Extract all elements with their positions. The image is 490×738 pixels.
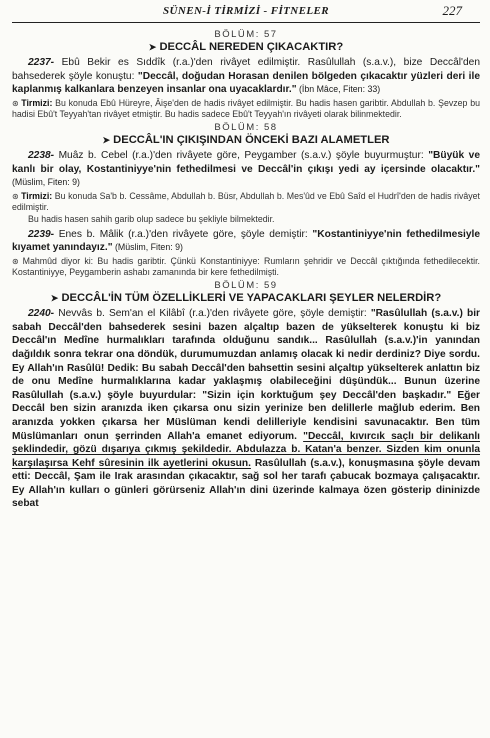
book-title: SÜNEN-İ TİRMİZİ - FİTNELER <box>163 5 329 17</box>
section-59 <box>12 280 480 511</box>
hadith-quote: "Büyük ve kanlı bir olay, Kostantiniyye'nin fethedilmesi ve Deccâl'in çıkışı yedi ay içersinde olacaktır." <box>12 150 480 175</box>
target-bullet-icon: ⊛ <box>12 256 23 266</box>
hadith-number: 2239- <box>28 228 55 240</box>
hadith-paragraph: 2237- Ebû Bekir es Sıddîk (r.a.)'den rivâyet edilmiştir. Rasûlullah (s.a.v.), bize Deccâl'den bahsederek şöyle konuştu: "Deccâl, doğudan Horasan denilen bölgeden çıkacaktır yüzleri deri ile kaplanmış kalkanlara benzeyen insanlar ona uyacaklardır." (İbn Mâce, Fiten: 33) <box>12 57 480 96</box>
section-label: BÖLÜM: 59 <box>214 280 278 292</box>
hadith-quote: "Deccâl, doğudan Horasan denilen bölgeden çıkacaktır yüzleri deri ile kaplanmış kalkanlara benzeyen insanlar ona uyacaklardır." <box>12 70 480 96</box>
section-heading: ➤ DECCÂL NEREDEN ÇIKACAKTIR? <box>148 41 344 53</box>
underlined-quote: "Deccâl, kıvırcık saçlı bir delikanlı şeklindedir, gözü dışarıya çıkmış şekildedir. Abdulazza b. Katan'a benzer. Sizden kim onunla karşılaşırsa Kehf sûresinin ilk ayetlerini okusun. <box>12 430 480 469</box>
section-57 <box>12 29 480 120</box>
section-heading: ➤ DECCÂL'İN TÜM ÖZELLİKLERİ VE YAPACAKLARI ŞEYLER NELERDİR? <box>50 292 442 305</box>
commentary-note: ⊛ Tirmizi: Bu konuda Ebû Hüreyre, Âişe'den de hadis rivâyet edilmiştir. Bu hadis hasen garibtir. Abdullah b. Şevzep bu hadisi Ebû't Teyyah'tan rivâyet etmiştir. Bu hadis sadece Ebû't Teyyah'ın rivâyeti olarak bilinmektedir. <box>12 97 480 119</box>
hadith-paragraph: 2240- Nevvâs b. Sem'an el Kilâbî (r.a.)'den rivâyete göre, şöyle demiştir: "Rasûlullah (s.a.v.) bir sabah Deccâl'den bahsederek sesini bazen alçaltıp bazen de yükselterek konuştu ki biz Deccâl'ın Medîne hurmalıkları tarafında olduğunu sandık... Rasûlullah (s.a.v.)'in yanından dağıldık sonra tekrar ona döndük, durumumuzdan anlamış olacak ki nedir derdiniz? Diye sordu. Ey Allah'ın Rasûlü! Dedik: Bu sabah Deccâl'den bahsettin sesini alçaltıp yükselterek anlattın biz de onu Medîne hurmalıklarına kadar yaklaşmış olabileceğini düşündük... Bunun üzerine Rasûlullah (s.a.v.) şöyle buyurdular: "Sizin için korktuğum şey Deccâl'den başkadır." Eğer Deccâl ben sizin aranızda iken çıkarsa onu sizin yerinize ben delillerle mağlub ederim. Ben aranızda yokken çıkarsa her Müslüman kendi delilleriyle kendisini savunacaktır. Ben tüm Müslümanları onun şerrinden Allah'a emanet ediyorum. "Deccâl, kıvırcık saçlı bir delikanlı şeklindedir, gözü dışarıya çıkmış şekildedir. Abdulazza b. Katan'a benzer. Sizden kim onunla karşılaşırsa Kehf sûresinin ilk ayetlerini okusun. Rasûlullah (s.a.v.), konuşmasına şöyle devam etti: Deccâl, Şam ile Irak arasından çıkacaktır, sağ sol her tarafı çabucak bozmaya çalışacaktır. Ey Allah'ın kulları o günleri görürseniz Allah'ın dini üzerinde kalmaya özen gösterip dininizde sebat <box>12 308 481 510</box>
section-label: BÖLÜM: 58 <box>214 122 278 134</box>
hadith-number: 2237- <box>28 57 55 68</box>
target-bullet-icon: ⊛ <box>12 98 22 108</box>
hadith-paragraph: 2239- Enes b. Mâlik (r.a.)'den rivâyete göre, şöyle demiştir: "Kostantiniyye'nin fethedilmesiyle kıyamet yanındayız." (Müslim, Fiten: 9) <box>12 228 480 254</box>
hadith-reference: (Müslim, Fiten: 9) <box>112 242 183 253</box>
hadith-paragraph: 2238- Muâz b. Cebel (r.a.)'den rivâyete göre, Peygamber (s.a.v.) şöyle buyurmuştur: "Büyük ve kanlı bir olay, Kostantiniyye'nin fethedilmesi ve Deccâl'in çıkışı yedi ay içersinde olacaktır." (Müslim, Fiten: 9) <box>12 150 480 188</box>
target-bullet-icon: ⊛ <box>12 191 22 201</box>
commentary-note: ⊛ Tirmizi: Bu konuda Sa'b b. Cessâme, Abdullah b. Büsr, Abdullah b. Mes'ûd ve Ebû Saîd el Hudrî'den de hadis rivâyet edilmiştir. <box>12 190 480 213</box>
hadith-quote: "Rasûlullah (s.a.v.) bir sabah Deccâl'den bahsederek sesini bazen alçaltıp bazen de yükselterek konuştu ki biz Deccâl'ın Medîne hurmalıkları tarafında olduğunu sandık... Rasûlullah (s.a.v.)'in yanından dağıldık sonra tekrar ona döndük, durumumuzdan anlamış olacak ki nedir derdiniz? Diye sordu. Ey Allah'ın Rasûlü! Dedik: Bu sabah Deccâl'den bahsettin sesini alçaltıp yükselterek anlattın biz de onu Medîne hurmalıklarına kadar yaklaşmış olabileceğini düşündük... Bunun üzerine Rasûlullah (s.a.v.) şöyle buyurdular: "Sizin için korktuğum şey Deccâl'den başkadır." Eğer Deccâl ben sizin aranızda iken çıkarsa onu sizin yerinize ben delillerle mağlub ederim. Ben aranızda yokken çıkarsa her Müslüman kendi delilleriyle kendisini savunacaktır. Ben tüm Müslümanları onun şerrinden Allah'a emanet ediyorum. <box>12 308 480 442</box>
hadith-quote: "Kostantiniyye'nin fethedilmesiyle kıyamet yanındayız." <box>12 228 480 254</box>
running-header <box>12 0 480 23</box>
commentary-note-continued: Bu hadis hasen sahih garib olup sadece bu şekliyle bilmektedir. <box>28 214 275 225</box>
triangle-right-icon: ➤ <box>148 42 157 52</box>
commentary-note: ⊛ Mahmûd diyor ki: Bu hadis garibtir. Çünkü Konstantiniyye: Rumların şehridir ve Deccâl çıktığında fethedilecektir. Kostantiniyye, Peygamberin ashabı zamanında bir kere fethedilmişti. <box>12 255 480 277</box>
hadith-reference: (İbn Mâce, Fiten: 33) <box>296 84 381 95</box>
page-number: 227 <box>442 3 462 18</box>
hadith-reference: (Müslim, Fiten: 9) <box>12 177 80 188</box>
triangle-right-icon: ➤ <box>50 293 59 304</box>
hadith-number: 2240- <box>28 308 55 320</box>
section-label: BÖLÜM: 57 <box>214 29 278 40</box>
triangle-right-icon: ➤ <box>102 135 111 146</box>
section-58 <box>12 122 480 278</box>
hadith-number: 2238- <box>28 150 55 162</box>
section-heading: ➤ DECCÂL'IN ÇIKIŞINDAN ÖNCEKİ BAZI ALAMETLER <box>102 134 390 147</box>
hadith-quote-continued: Rasûlullah (s.a.v.), konuşmasına şöyle devam etti: Deccâl, Şam ile Irak arasından çıkacaktır, sağ sol her tarafı çabucak bozmaya çalışacaktır. Ey Allah'ın kulları o günleri görürseniz Allah'ın dini üzerinde kalmaya özen gösterip dininizde sebat <box>12 457 481 510</box>
